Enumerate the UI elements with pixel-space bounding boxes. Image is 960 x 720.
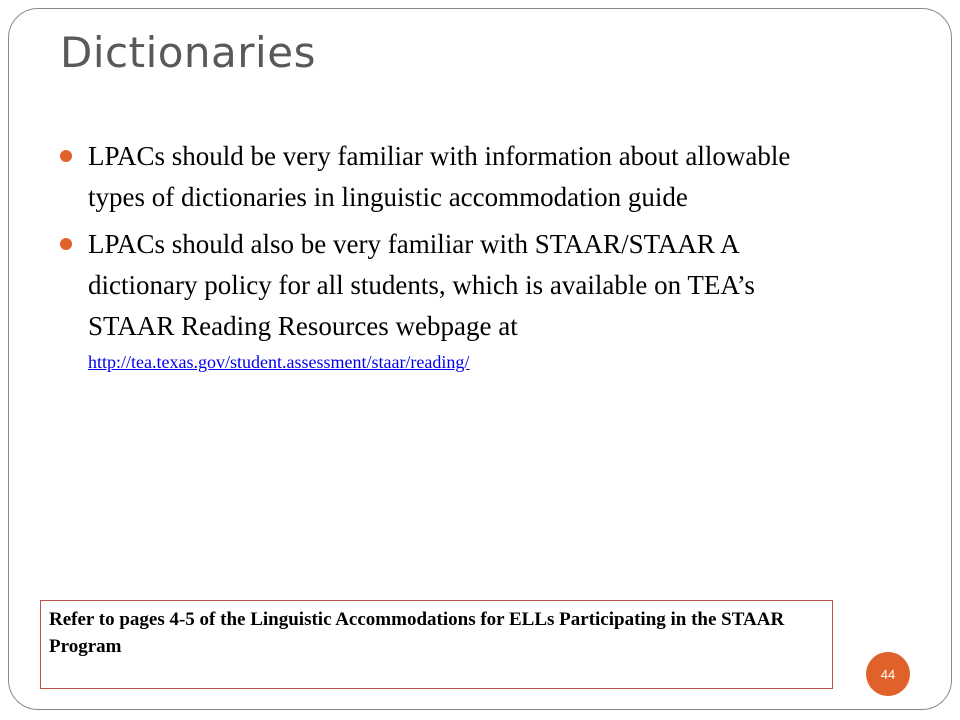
bullet-item-dictionary-types xyxy=(60,136,840,218)
reference-note-box xyxy=(40,600,833,689)
bullet-list xyxy=(60,136,840,377)
reference-note-text: Refer to pages 4-5 of the Linguistic Accommodations for ELLs Participating in the STAAR Program xyxy=(49,609,785,657)
bullet-text: LPACs should be very familiar with information about allowable types of dictionaries in linguistic accommodation guide xyxy=(88,141,791,212)
bullet-dot-icon xyxy=(60,150,72,162)
page-number: 44 xyxy=(880,666,896,682)
bullet-text: LPACs should also be very familiar with STAAR/STAAR A dictionary policy for all students, which is available on TEA’s STAAR Reading Resources webpage at xyxy=(88,229,755,341)
bullet-dot-icon xyxy=(60,238,72,250)
page-number-badge xyxy=(866,652,910,696)
slide-title: Dictionaries xyxy=(60,28,316,77)
bullet-item-dictionary-policy xyxy=(60,224,840,371)
staar-reading-resources-link[interactable]: http://tea.texas.gov/student.assessment/staar/reading/ xyxy=(88,352,470,372)
